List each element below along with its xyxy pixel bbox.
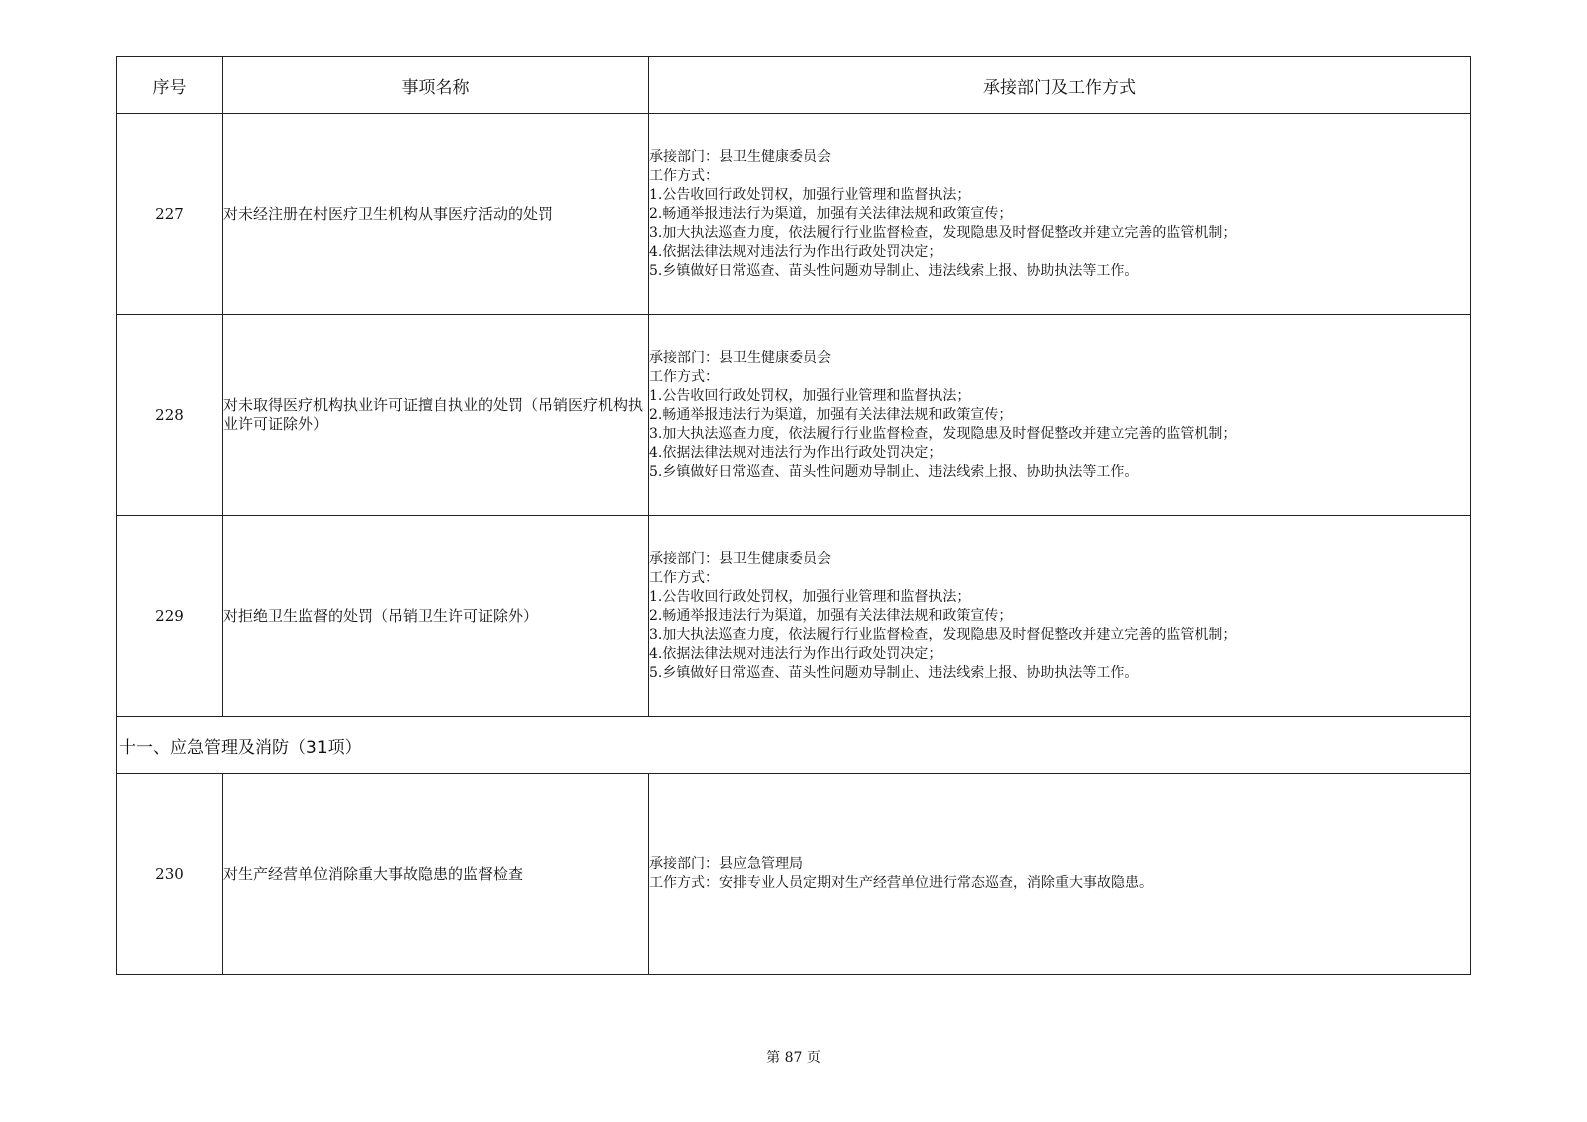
dept-line: 2.畅通举报违法行为渠道，加强有关法律法规和政策宣传；	[649, 406, 1013, 423]
table-row	[117, 774, 1471, 975]
row-dept	[649, 516, 1471, 717]
dept-line: 4.依据法律法规对违法行为作出行政处罚决定；	[649, 645, 943, 662]
row-seq: 229	[117, 516, 223, 717]
dept-line: 承接部门：县卫生健康委员会	[649, 349, 831, 366]
row-name: 对未取得医疗机构执业许可证擅自执业的处罚（吊销医疗机构执业许可证除外）	[223, 315, 649, 516]
dept-line: 5.乡镇做好日常巡查、苗头性问题劝导制止、违法线索上报、协助执法等工作。	[649, 664, 1139, 681]
table-row	[117, 516, 1471, 717]
row-dept	[649, 315, 1471, 516]
header-name: 事项名称	[223, 57, 649, 114]
dept-line: 工作方式：	[649, 167, 719, 184]
matters-table	[116, 56, 1471, 975]
dept-line: 5.乡镇做好日常巡查、苗头性问题劝导制止、违法线索上报、协助执法等工作。	[649, 262, 1139, 279]
dept-line: 1.公告收回行政处罚权，加强行业管理和监督执法；	[649, 588, 971, 605]
row-name: 对未经注册在村医疗卫生机构从事医疗活动的处罚	[223, 114, 649, 315]
table-row	[117, 114, 1471, 315]
page-number: 第 87 页	[766, 1050, 821, 1066]
dept-line: 1.公告收回行政处罚权，加强行业管理和监督执法；	[649, 186, 971, 203]
header-seq: 序号	[117, 57, 223, 114]
table-row	[117, 315, 1471, 516]
dept-line: 3.加大执法巡查力度，依法履行行业监督检查，发现隐患及时督促整改并建立完善的监管机制；	[649, 425, 1237, 442]
row-seq: 230	[117, 774, 223, 975]
dept-line: 承接部门：县卫生健康委员会	[649, 550, 831, 567]
row-seq: 227	[117, 114, 223, 315]
row-name: 对生产经营单位消除重大事故隐患的监督检查	[223, 774, 649, 975]
row-seq: 228	[117, 315, 223, 516]
row-name: 对拒绝卫生监督的处罚（吊销卫生许可证除外）	[223, 516, 649, 717]
header-dept: 承接部门及工作方式	[649, 57, 1471, 114]
dept-line: 4.依据法律法规对违法行为作出行政处罚决定；	[649, 444, 943, 461]
dept-line: 承接部门：县应急管理局	[649, 856, 803, 872]
section-title: 十一、应急管理及消防（31项）	[117, 717, 1471, 774]
table-header-row	[117, 57, 1471, 114]
section-heading-row	[117, 717, 1471, 774]
dept-line: 4.依据法律法规对违法行为作出行政处罚决定；	[649, 243, 943, 260]
dept-line: 2.畅通举报违法行为渠道，加强有关法律法规和政策宣传；	[649, 205, 1013, 222]
row-dept	[649, 114, 1471, 315]
dept-line: 工作方式：	[649, 569, 719, 586]
dept-line: 3.加大执法巡查力度，依法履行行业监督检查，发现隐患及时督促整改并建立完善的监管机制；	[649, 626, 1237, 643]
row-dept	[649, 774, 1471, 975]
dept-line: 工作方式：	[649, 368, 719, 385]
dept-line: 3.加大执法巡查力度，依法履行行业监督检查，发现隐患及时督促整改并建立完善的监管机制；	[649, 224, 1237, 241]
dept-line: 2.畅通举报违法行为渠道，加强有关法律法规和政策宣传；	[649, 607, 1013, 624]
dept-line: 工作方式：安排专业人员定期对生产经营单位进行常态巡查，消除重大事故隐患。	[649, 875, 1153, 891]
dept-line: 承接部门：县卫生健康委员会	[649, 148, 831, 165]
dept-line: 5.乡镇做好日常巡查、苗头性问题劝导制止、违法线索上报、协助执法等工作。	[649, 463, 1139, 480]
dept-line: 1.公告收回行政处罚权，加强行业管理和监督执法；	[649, 387, 971, 404]
